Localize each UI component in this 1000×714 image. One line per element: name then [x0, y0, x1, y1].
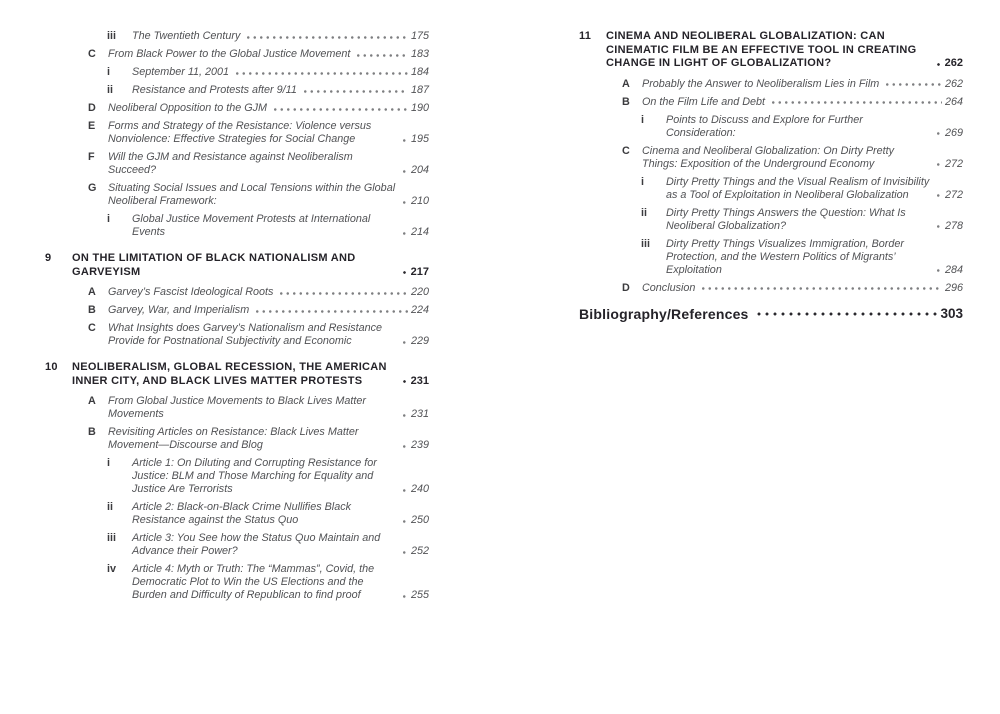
toc-entry	[45, 395, 429, 421]
toc-entry	[45, 322, 429, 348]
entry-text: Cinema and Neoliberal Globalization: On Dirty Pretty Things: Exposition of the Underground Economy	[642, 144, 895, 170]
entry-text: Article 4: Myth or Truth: The “Mammas”, Covid, the Democratic Plot to Win the US Elections and the Burden and Difficulty of Republican to find proof	[132, 563, 375, 601]
entry-marker: iii	[641, 237, 650, 250]
page-number: 217	[410, 265, 429, 278]
entry-marker: 10	[45, 361, 58, 373]
page-number: 284	[944, 263, 963, 276]
toc-column-left	[45, 30, 429, 607]
entry-marker: E	[88, 120, 96, 132]
page-number: 229	[410, 335, 429, 347]
entry-marker: i	[641, 113, 644, 126]
entry-marker: i	[107, 213, 110, 225]
dot-leader	[400, 266, 408, 279]
toc-entry	[45, 304, 429, 317]
page-number: 262	[944, 57, 963, 69]
entry-text: CINEMA AND NEOLIBERAL GLOBALIZATION: CAN CINEMATIC FILM BE AN EFFECTIVE TOOL IN CREATING CHANGE IN LIGHT OF GLOBALIZATION?	[606, 30, 917, 69]
page-number: 262	[944, 77, 963, 90]
entry-text: Neoliberal Opposition to the GJM	[108, 102, 268, 114]
entry-marker: D	[88, 102, 96, 114]
page-number: 269	[944, 126, 963, 139]
toc-entry	[45, 102, 429, 115]
page-number: 175	[410, 30, 429, 42]
entry-marker: G	[88, 182, 97, 194]
entry-marker: iii	[107, 532, 116, 544]
toc-entry	[579, 30, 963, 71]
entry-marker: 9	[45, 252, 52, 264]
dot-leader	[400, 195, 408, 208]
dot-leader	[699, 282, 942, 295]
dot-leader	[400, 589, 408, 602]
entry-marker: i	[641, 175, 644, 188]
dot-leader	[244, 30, 408, 43]
entry-marker: iv	[107, 563, 117, 575]
entry-marker: 11	[579, 30, 592, 42]
entry-marker: C	[88, 48, 96, 60]
dot-leader	[753, 306, 938, 322]
toc-entry	[45, 426, 429, 452]
toc-entry	[579, 96, 963, 109]
dot-leader	[934, 58, 942, 71]
page-number: 278	[944, 219, 963, 232]
page-number: 224	[410, 304, 429, 316]
dot-leader	[883, 78, 942, 91]
entry-marker: C	[88, 322, 96, 334]
dot-leader	[400, 226, 408, 239]
entry-text: The Twentieth Century	[132, 30, 241, 42]
toc-entry	[45, 30, 429, 43]
entry-text: Article 3: You See how the Status Quo Maintain and Advance their Power?	[132, 532, 381, 557]
toc-entry	[45, 213, 429, 239]
entry-marker: ii	[107, 501, 113, 513]
dot-leader	[400, 483, 408, 496]
entry-marker: C	[622, 144, 630, 157]
toc-entry	[45, 563, 429, 602]
dot-leader	[400, 408, 408, 421]
toc-entry	[45, 501, 429, 527]
toc-entry	[45, 532, 429, 558]
entry-text: Points to Discuss and Explore for Further Consideration:	[666, 113, 863, 139]
entry-text: Garvey’s Fascist Ideological Roots	[108, 286, 274, 298]
entry-text: Garvey, War, and Imperialism	[108, 304, 250, 316]
dot-leader	[400, 164, 408, 177]
toc-entry	[579, 145, 963, 171]
dot-leader	[769, 96, 942, 109]
entry-marker: i	[107, 457, 110, 469]
entry-marker: iii	[107, 30, 116, 42]
entry-text: Bibliography/References	[579, 305, 749, 322]
entry-text: Article 2: Black-on-Black Crime Nullifies Black Resistance against the Status Quo	[132, 501, 351, 526]
toc-entry	[45, 361, 429, 388]
entry-marker: A	[88, 395, 96, 407]
toc-entry	[579, 282, 963, 295]
page-number: 264	[944, 95, 963, 108]
dot-leader	[934, 189, 942, 202]
dot-leader	[354, 48, 408, 61]
page-number: 184	[410, 66, 429, 78]
dot-leader	[934, 127, 942, 140]
toc-entry	[45, 457, 429, 496]
dot-leader	[233, 66, 408, 79]
entry-marker: A	[88, 286, 96, 298]
page-number: 252	[410, 545, 429, 557]
entry-text: On the Film Life and Debt	[642, 95, 766, 108]
page-number: 220	[410, 286, 429, 298]
entry-text: Forms and Strategy of the Resistance: Violence versus Nonviolence: Effective Strategies for Social Change	[108, 120, 372, 145]
entry-text: From Global Justice Movements to Black Lives Matter Movements	[108, 395, 367, 420]
entry-text: What Insights does Garvey’s Nationalism and Resistance Provide for Postnational Subjectivity and Economic	[108, 322, 383, 347]
toc-entry	[579, 306, 963, 322]
entry-text: Article 1: On Diluting and Corrupting Resistance for Justice: BLM and Those Marching for Equality and Justice Are Terrorists	[132, 457, 377, 495]
entry-marker: ii	[641, 206, 647, 219]
page-number: 272	[944, 157, 963, 170]
dot-leader	[400, 375, 408, 388]
entry-text: September 11, 2001	[132, 66, 230, 78]
page-number: 255	[410, 589, 429, 601]
page-number: 303	[940, 305, 963, 321]
page-number: 296	[944, 281, 963, 294]
dot-leader	[277, 286, 408, 299]
page-number: 183	[410, 48, 429, 60]
dot-leader	[400, 335, 408, 348]
page-number: 187	[410, 84, 429, 96]
toc-entry	[45, 252, 429, 279]
page-number: 204	[410, 164, 429, 176]
toc-entry	[579, 207, 963, 233]
entry-text: ON THE LIMITATION OF BLACK NATIONALISM AND GARVEYISM	[72, 252, 356, 278]
page-number: 214	[410, 226, 429, 238]
page-number: 210	[410, 195, 429, 207]
dot-leader	[301, 84, 408, 97]
page-number: 250	[410, 514, 429, 526]
entry-marker: B	[88, 426, 96, 438]
dot-leader	[253, 304, 408, 317]
dot-leader	[934, 220, 942, 233]
entry-text: From Black Power to the Global Justice Movement	[108, 48, 351, 60]
entry-marker: D	[622, 281, 630, 294]
toc-entry	[45, 120, 429, 146]
entry-marker: B	[622, 95, 630, 108]
entry-text: Revisiting Articles on Resistance: Black Lives Matter Movement—Discourse and Blog	[108, 426, 359, 451]
page-number: 190	[410, 102, 429, 114]
entry-marker: i	[107, 66, 110, 78]
entry-text: Probably the Answer to Neoliberalism Lies in Film	[642, 77, 880, 90]
toc-column-right	[579, 30, 963, 327]
dot-leader	[400, 439, 408, 452]
toc-entry	[45, 84, 429, 97]
dot-leader	[934, 264, 942, 277]
page-number: 272	[944, 188, 963, 201]
entry-text: Dirty Pretty Things and the Visual Realism of Invisibility as a Tool of Exploitation in Neoliberal Globalization	[666, 175, 930, 201]
page-number: 195	[410, 133, 429, 145]
entry-marker: A	[622, 77, 630, 90]
toc-entry	[45, 286, 429, 299]
toc-entry	[579, 238, 963, 277]
entry-text: Global Justice Movement Protests at International Events	[132, 213, 371, 238]
page-number: 239	[410, 439, 429, 451]
entry-text: Will the GJM and Resistance against Neoliberalism Succeed?	[108, 151, 353, 176]
entry-marker: B	[88, 304, 96, 316]
toc-entry	[45, 151, 429, 177]
dot-leader	[271, 102, 408, 115]
page-number: 231	[410, 408, 429, 420]
entry-text: Situating Social Issues and Local Tensions within the Global Neoliberal Framework:	[108, 182, 396, 207]
toc-entry	[579, 78, 963, 91]
entry-marker: ii	[107, 84, 113, 96]
toc-entry	[579, 114, 963, 140]
toc-entry	[45, 66, 429, 79]
entry-marker: F	[88, 151, 95, 163]
entry-text: Resistance and Protests after 9/11	[132, 84, 297, 96]
entry-text: NEOLIBERALISM, GLOBAL RECESSION, THE AMERICAN INNER CITY, AND BLACK LIVES MATTER PROTESTS	[72, 361, 387, 387]
dot-leader	[400, 545, 408, 558]
toc-entry	[45, 182, 429, 208]
page-number: 231	[410, 374, 429, 387]
toc-entry	[579, 176, 963, 202]
entry-text: Conclusion	[642, 281, 696, 294]
dot-leader	[400, 133, 408, 146]
entry-text: Dirty Pretty Things Answers the Question: What Is Neoliberal Globalization?	[666, 206, 906, 232]
dot-leader	[934, 158, 942, 171]
toc-entry	[45, 48, 429, 61]
entry-text: Dirty Pretty Things Visualizes Immigration, Border Protection, and the Western Politics of Migrants’ Exploitation	[666, 237, 905, 276]
page-number: 240	[410, 483, 429, 495]
dot-leader	[400, 514, 408, 527]
